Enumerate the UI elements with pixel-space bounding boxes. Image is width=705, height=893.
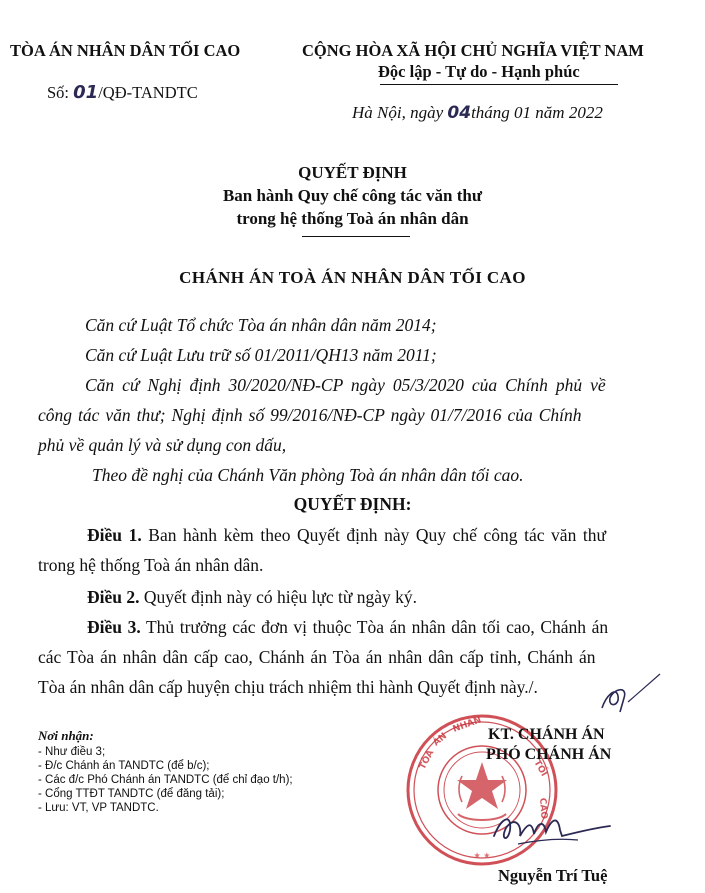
motto-underline bbox=[380, 84, 618, 85]
document-number-prefix: Số: bbox=[47, 83, 74, 102]
basis-line-3b: công tác văn thư; Nghị định số 99/2016/NĐ-CP ngày 01/7/2016 của Chính bbox=[38, 405, 582, 425]
handwritten-signature bbox=[488, 806, 618, 850]
decision-heading: QUYẾT ĐỊNH: bbox=[293, 494, 412, 514]
recipient-item: - Các đ/c Phó Chánh án TANDTC (để chỉ đạo t/h); bbox=[38, 774, 293, 786]
basis-line-2: Căn cứ Luật Lưu trữ số 01/2011/QH13 năm 2011; bbox=[85, 345, 437, 365]
date-day: 04 bbox=[447, 103, 472, 123]
signer-name: Nguyễn Trí Tuệ bbox=[498, 866, 608, 885]
signature-on-behalf: KT. CHÁNH ÁN bbox=[488, 726, 605, 743]
signature-position: PHÓ CHÁNH ÁN bbox=[486, 746, 612, 763]
recipients-heading: Nơi nhận: bbox=[38, 728, 94, 743]
svg-text:TÒA: TÒA bbox=[417, 748, 437, 772]
svg-text:CAO: CAO bbox=[537, 797, 549, 820]
article-3-line-1 bbox=[87, 612, 608, 642]
date-prefix: Hà Nội, ngày bbox=[352, 103, 448, 122]
subject-line-1: Ban hành Quy chế công tác văn thư bbox=[222, 186, 483, 205]
article-3-line-3: Tòa án nhân dân cấp huyện chịu trách nhiệm thi hành Quyết định này./. bbox=[38, 677, 538, 697]
initial-mark-icon bbox=[588, 668, 668, 718]
recipient-item: - Cổng TTĐT TANDTC (để đăng tải); bbox=[38, 788, 225, 800]
article-2 bbox=[87, 582, 417, 612]
issuing-authority: CHÁNH ÁN TOÀ ÁN NHÂN DÂN TỐI CAO bbox=[179, 268, 526, 287]
place-and-date bbox=[352, 103, 603, 123]
basis-line-1: Căn cứ Luật Tổ chức Tòa án nhân dân năm 2014; bbox=[85, 315, 437, 335]
subject-line-2: trong hệ thống Toà án nhân dân bbox=[236, 209, 469, 228]
basis-line-3c: phủ về quản lý và sử dụng con dấu, bbox=[38, 435, 287, 455]
svg-text:ÁN: ÁN bbox=[431, 731, 450, 749]
recipient-item: - Đ/c Chánh án TANDTC (để b/c); bbox=[38, 760, 210, 772]
svg-text:★ ★: ★ ★ bbox=[473, 851, 491, 860]
document-number bbox=[47, 82, 198, 103]
article-1-text: Ban hành kèm theo Quyết định này Quy chế công tác văn thư bbox=[141, 525, 606, 545]
national-title: CỘNG HÒA XÃ HỘI CHỦ NGHĨA VIỆT NAM bbox=[302, 41, 644, 60]
recipients-list bbox=[38, 745, 293, 815]
document-type-title: QUYẾT ĐỊNH bbox=[298, 163, 407, 182]
article-3-text: Thủ trưởng các đơn vị thuộc Tòa án nhân dân tối cao, Chánh án bbox=[140, 617, 609, 637]
document-number-value: 01 bbox=[73, 82, 99, 103]
article-3-line-2: các Tòa án nhân dân cấp cao, Chánh án Tòa án nhân dân cấp tỉnh, Chánh án bbox=[38, 647, 596, 667]
national-motto: Độc lập - Tự do - Hạnh phúc bbox=[378, 62, 580, 81]
court-name: TÒA ÁN NHÂN DÂN TỐI CAO bbox=[10, 41, 241, 60]
date-suffix: tháng 01 năm 2022 bbox=[471, 103, 603, 122]
svg-text:TỐI: TỐI bbox=[531, 758, 549, 779]
article-2-text: Quyết định này có hiệu lực từ ngày ký. bbox=[139, 587, 418, 607]
recipient-item: - Như điều 3; bbox=[38, 746, 106, 758]
article-1-line-1 bbox=[87, 520, 606, 550]
basis-line-4: Theo đề nghị của Chánh Văn phòng Toà án nhân dân tối cao. bbox=[92, 465, 524, 485]
article-2-label: Điều 2. bbox=[87, 587, 140, 607]
recipient-item: - Lưu: VT, VP TANDTC. bbox=[38, 802, 159, 814]
article-3-label: Điều 3. bbox=[87, 617, 141, 637]
title-underline bbox=[302, 236, 410, 237]
article-1-line-2: trong hệ thống Toà án nhân dân. bbox=[38, 555, 264, 575]
svg-text:NHÂN: NHÂN bbox=[451, 715, 483, 735]
basis-line-3a: Căn cứ Nghị định 30/2020/NĐ-CP ngày 05/3/2020 của Chính phủ về bbox=[85, 375, 606, 395]
article-1-label: Điều 1. bbox=[87, 525, 142, 545]
document-number-suffix: /QĐ-TANDTC bbox=[98, 83, 198, 102]
